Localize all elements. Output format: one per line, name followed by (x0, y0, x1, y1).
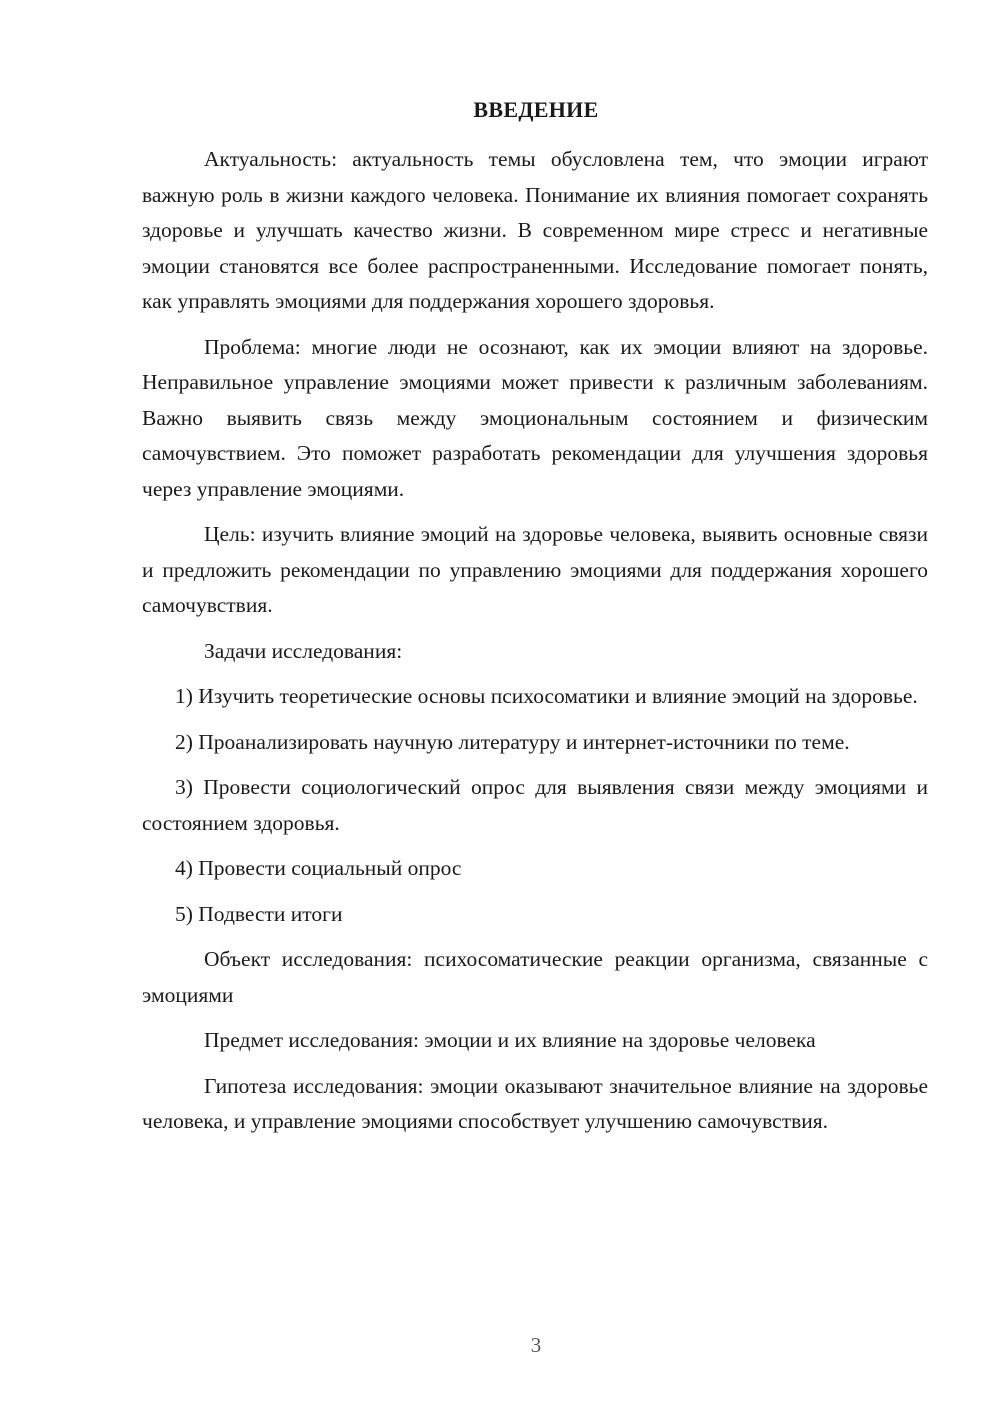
hypothesis-paragraph: Гипотеза исследования: эмоции оказывают значительное влияние на здоровье человека, и управление эмоциями способствует улучшению самочувствия. (142, 1073, 928, 1133)
object-paragraph: Объект исследования: психосоматические реакции организма, связанные с эмоциями (142, 947, 928, 1007)
document-body (142, 142, 928, 1150)
page-number: 3 (530, 1333, 542, 1357)
task-item-5: 5) Подвести итоги (175, 901, 343, 926)
task-item-4: 4) Провести социальный опрос (175, 856, 462, 880)
page-title: ВВЕДЕНИЕ (473, 97, 599, 122)
goal-paragraph: Цель: изучить влияние эмоций на здоровье человека, выявить основные связи и предложить рекомендации по управлению эмоциями для поддержания хорошего самочувствия. (142, 522, 928, 617)
subject-paragraph: Предмет исследования: эмоции и их влияние на здоровье человека (204, 1028, 816, 1052)
task-item-3: 3) Провести социологический опрос для выявления связи между эмоциями и состоянием здоровья. (142, 775, 928, 835)
problem-paragraph: Проблема: многие люди не осознают, как их эмоции влияют на здоровье. Неправильное управление эмоциями может привести к различным заболеваниям. Важно выявить связь между эмоциональным состоянием и физическим самочувствием. Это поможет разработать рекомендации для улучшения здоровья через управление эмоциями. (142, 334, 928, 501)
relevance-paragraph: Актуальность: актуальность темы обусловлена тем, что эмоции играют важную роль в жизни каждого человека. Понимание их влияния помогает сохранять здоровье и улучшать качество жизни. В современном мире стресс и негативные эмоции становятся все более распространенными. Исследование помогает понять, как управлять эмоциями для поддержания хорошего здоровья. (142, 147, 928, 313)
task-item-1: 1) Изучить теоретические основы психосоматики и влияние эмоций на здоровье. (175, 684, 918, 708)
task-item-2: 2) Проанализировать научную литературу и интернет-источники по теме. (175, 729, 850, 754)
tasks-heading: Задачи исследования: (204, 638, 403, 663)
